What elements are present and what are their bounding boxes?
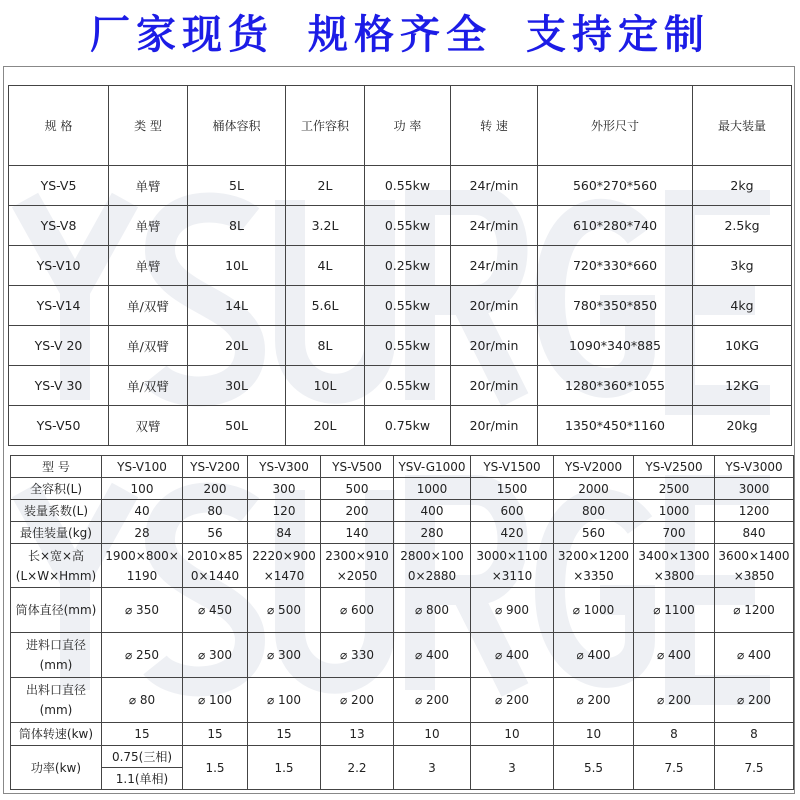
table-cell: 610*280*740: [538, 206, 693, 246]
table-cell: YS-V14: [9, 286, 109, 326]
table-row: [9, 326, 792, 366]
table-cell: 780*350*850: [538, 286, 693, 326]
column-header: YS-V500: [321, 456, 394, 478]
table-cell: 8: [634, 723, 715, 746]
table-cell: 720*330*660: [538, 246, 693, 286]
table-cell: 0.25kw: [365, 246, 451, 286]
table-cell: 20r/min: [451, 326, 538, 366]
table-cell: ⌀ 200: [394, 678, 471, 723]
table-cell: 10L: [188, 246, 286, 286]
table-cell: 2.5kg: [693, 206, 792, 246]
column-header: YS-V3000: [715, 456, 794, 478]
table-cell: YS-V50: [9, 406, 109, 446]
table-cell: ⌀ 400: [715, 633, 794, 678]
column-header: 桶体容积: [188, 86, 286, 166]
table-cell: 1.1(单相): [102, 768, 183, 790]
table-cell: 100: [102, 478, 183, 500]
table-cell: YS-V8: [9, 206, 109, 246]
table-cell: 28: [102, 522, 183, 544]
table-cell: 560*270*560: [538, 166, 693, 206]
row-label: 筒体转速(kw): [11, 723, 102, 746]
table-cell: 2kg: [693, 166, 792, 206]
column-header: YS-V2000: [554, 456, 634, 478]
table-cell: 15: [102, 723, 183, 746]
table-cell: 200: [183, 478, 248, 500]
table-row: [9, 366, 792, 406]
table-cell: ⌀ 500: [248, 588, 321, 633]
table-cell: 0.75(三相): [102, 746, 183, 768]
table-cell: ⌀ 300: [248, 633, 321, 678]
table-cell: 12KG: [693, 366, 792, 406]
table-cell: 500: [321, 478, 394, 500]
table-cell: ⌀ 200: [321, 678, 394, 723]
table-cell: 56: [183, 522, 248, 544]
table-row: [11, 544, 794, 588]
table-cell: 1000: [394, 478, 471, 500]
table-cell: 20r/min: [451, 286, 538, 326]
table-cell: ⌀ 200: [634, 678, 715, 723]
table-row: [11, 723, 794, 746]
table-cell: 560: [554, 522, 634, 544]
table-cell: 10L: [286, 366, 365, 406]
column-header: 最大装量: [693, 86, 792, 166]
table-row: [9, 246, 792, 286]
table-row: [11, 678, 794, 723]
table-cell: 20r/min: [451, 406, 538, 446]
table-cell: 840: [715, 522, 794, 544]
table-cell: ⌀ 330: [321, 633, 394, 678]
table-cell: ⌀ 250: [102, 633, 183, 678]
table-cell: ⌀ 800: [394, 588, 471, 633]
table-cell: YS-V10: [9, 246, 109, 286]
table-cell: ⌀ 400: [394, 633, 471, 678]
table-cell: ⌀ 400: [554, 633, 634, 678]
table-cell: ⌀ 400: [634, 633, 715, 678]
table-cell: 0.75kw: [365, 406, 451, 446]
table-cell: 4L: [286, 246, 365, 286]
column-header: 类 型: [109, 86, 188, 166]
table-cell: 10KG: [693, 326, 792, 366]
row-label: 筒体直径(mm): [11, 588, 102, 633]
table-cell: 3: [471, 746, 554, 790]
small-model-spec-table: [8, 85, 792, 446]
table-row: [11, 633, 794, 678]
table-cell: ⌀ 100: [183, 678, 248, 723]
column-header: YS-V2500: [634, 456, 715, 478]
table-cell: 3200×1200×3350: [554, 544, 634, 588]
table-cell: 20L: [286, 406, 365, 446]
table-cell: 0.55kw: [365, 286, 451, 326]
column-header: YS-V200: [183, 456, 248, 478]
table-row: [9, 166, 792, 206]
table-cell: ⌀ 200: [554, 678, 634, 723]
table-cell: 1000: [634, 500, 715, 522]
column-header: 外形尺寸: [538, 86, 693, 166]
table-cell: 2L: [286, 166, 365, 206]
table-cell: 30L: [188, 366, 286, 406]
table-cell: ⌀ 1200: [715, 588, 794, 633]
table-row: [11, 588, 794, 633]
table-cell: ⌀ 1100: [634, 588, 715, 633]
table-row: [11, 500, 794, 522]
table-cell: 13: [321, 723, 394, 746]
table-cell: 0.55kw: [365, 166, 451, 206]
table-cell: 1.5: [248, 746, 321, 790]
table-cell: 7.5: [634, 746, 715, 790]
table-row: [9, 406, 792, 446]
table-cell: 800: [554, 500, 634, 522]
table-cell: 3kg: [693, 246, 792, 286]
table-cell: 20kg: [693, 406, 792, 446]
large-model-spec-table: [10, 455, 794, 790]
table-cell: 单臂: [109, 166, 188, 206]
table-cell: 15: [248, 723, 321, 746]
table-cell: 单/双臂: [109, 366, 188, 406]
table-cell: 单/双臂: [109, 286, 188, 326]
table-cell: 8: [715, 723, 794, 746]
table-cell: ⌀ 300: [183, 633, 248, 678]
table-cell: 420: [471, 522, 554, 544]
table-cell: 单臂: [109, 206, 188, 246]
table-cell: 1500: [471, 478, 554, 500]
row-label: 出料口直径(mm): [11, 678, 102, 723]
table-cell: 2000: [554, 478, 634, 500]
table-cell: 单臂: [109, 246, 188, 286]
column-header: YS-V1500: [471, 456, 554, 478]
column-header: YS-V300: [248, 456, 321, 478]
table-cell: 400: [394, 500, 471, 522]
table-cell: 2800×1000×2880: [394, 544, 471, 588]
column-header: 型 号: [11, 456, 102, 478]
table-cell: 50L: [188, 406, 286, 446]
table-cell: ⌀ 600: [321, 588, 394, 633]
table-cell: ⌀ 350: [102, 588, 183, 633]
table-row: [9, 286, 792, 326]
table-cell: 40: [102, 500, 183, 522]
table-cell: YS-V5: [9, 166, 109, 206]
table-cell: 0.55kw: [365, 206, 451, 246]
table-cell: 80: [183, 500, 248, 522]
table-cell: 2010×850×1440: [183, 544, 248, 588]
table-cell: 20L: [188, 326, 286, 366]
table-cell: 2220×900×1470: [248, 544, 321, 588]
column-header: YSV-G1000: [394, 456, 471, 478]
table-row: [11, 478, 794, 500]
table-cell: 双臂: [109, 406, 188, 446]
table-cell: 3.2L: [286, 206, 365, 246]
promo-banner: [0, 0, 800, 62]
table-cell: 10: [554, 723, 634, 746]
table-cell: 120: [248, 500, 321, 522]
table-cell: 300: [248, 478, 321, 500]
row-label: 全容积(L): [11, 478, 102, 500]
banner-text-2: 规格齐全: [308, 11, 492, 58]
table-header-row: [11, 456, 794, 478]
table-cell: 1090*340*885: [538, 326, 693, 366]
table-cell: ⌀ 900: [471, 588, 554, 633]
column-header: 规 格: [9, 86, 109, 166]
table-cell: 280: [394, 522, 471, 544]
table-cell: 3000×1100×3110: [471, 544, 554, 588]
column-header: 转 速: [451, 86, 538, 166]
table-cell: 1900×800×1190: [102, 544, 183, 588]
table-cell: ⌀ 100: [248, 678, 321, 723]
table-cell: 3400×1300×3800: [634, 544, 715, 588]
table-cell: 3000: [715, 478, 794, 500]
banner-text-1: 厂家现货: [90, 11, 274, 58]
row-label: 进料口直径(mm): [11, 633, 102, 678]
table-cell: 0.55kw: [365, 366, 451, 406]
table-cell: ⌀ 80: [102, 678, 183, 723]
table-cell: ⌀ 450: [183, 588, 248, 633]
table-cell: 3600×1400×3850: [715, 544, 794, 588]
table-cell: 5.6L: [286, 286, 365, 326]
column-header: YS-V100: [102, 456, 183, 478]
table-cell: 1280*360*1055: [538, 366, 693, 406]
table-cell: 24r/min: [451, 206, 538, 246]
table-cell: 84: [248, 522, 321, 544]
table-cell: 700: [634, 522, 715, 544]
table-row: [11, 522, 794, 544]
table-cell: 24r/min: [451, 166, 538, 206]
table-cell: 8L: [188, 206, 286, 246]
table-cell: 0.55kw: [365, 326, 451, 366]
table-cell: 5.5: [554, 746, 634, 790]
table-cell: 10: [471, 723, 554, 746]
table-header-row: [9, 86, 792, 166]
table-row: [9, 206, 792, 246]
table-cell: 5L: [188, 166, 286, 206]
table-cell: 1350*450*1160: [538, 406, 693, 446]
table-cell: 10: [394, 723, 471, 746]
table-cell: YS-V 30: [9, 366, 109, 406]
table-cell: ⌀ 1000: [554, 588, 634, 633]
table-cell: 4kg: [693, 286, 792, 326]
table-cell: 3: [394, 746, 471, 790]
table-cell: 8L: [286, 326, 365, 366]
banner-text-3: 支持定制: [526, 11, 710, 58]
table-cell: ⌀ 400: [471, 633, 554, 678]
power-row: [11, 746, 794, 768]
column-header: 功 率: [365, 86, 451, 166]
table-cell: 1.5: [183, 746, 248, 790]
table-cell: ⌀ 200: [471, 678, 554, 723]
table-cell: 2500: [634, 478, 715, 500]
table-cell: 单/双臂: [109, 326, 188, 366]
table-cell: 140: [321, 522, 394, 544]
table-cell: ⌀ 200: [715, 678, 794, 723]
column-header: 工作容积: [286, 86, 365, 166]
table-cell: 1200: [715, 500, 794, 522]
table-cell: 15: [183, 723, 248, 746]
table-cell: 20r/min: [451, 366, 538, 406]
table-cell: 7.5: [715, 746, 794, 790]
table-cell: 14L: [188, 286, 286, 326]
table-cell: 2300×910×2050: [321, 544, 394, 588]
row-label: 最佳装量(kg): [11, 522, 102, 544]
table-cell: 2.2: [321, 746, 394, 790]
row-label: 装量系数(L): [11, 500, 102, 522]
row-label: 长×宽×高(L×W×Hmm): [11, 544, 102, 588]
table-cell: YS-V 20: [9, 326, 109, 366]
table-cell: 200: [321, 500, 394, 522]
table-cell: 600: [471, 500, 554, 522]
row-label: 功率(kw): [11, 746, 102, 790]
table-cell: 24r/min: [451, 246, 538, 286]
